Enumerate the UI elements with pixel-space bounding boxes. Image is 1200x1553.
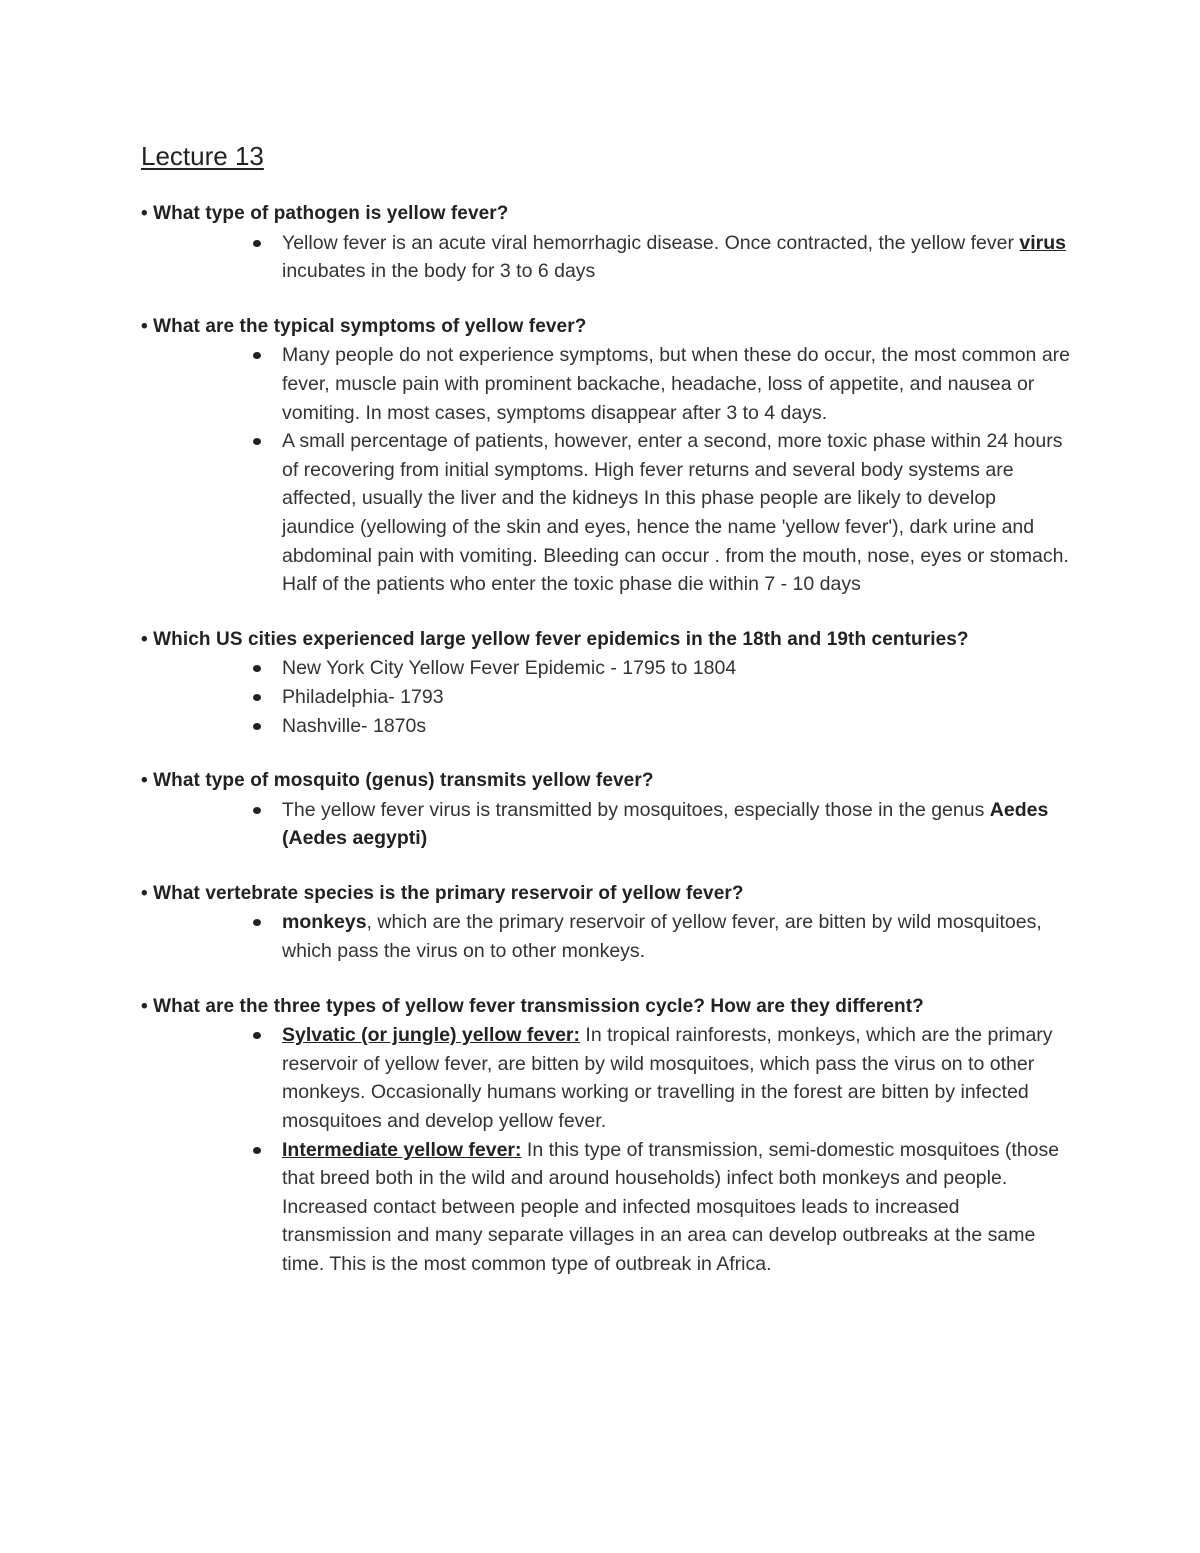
answer-list <box>141 796 1071 853</box>
answer-text: Many people do not experience symptoms, but when these do occur, the most common are fever, muscle pain with prominent backache, headache, loss of appetite, and nausea or vomiting. In most cases, symptoms disappear after 3 to 4 days. <box>282 344 1071 424</box>
bullet-icon <box>253 352 261 359</box>
answer-text: , which are the primary reservoir of yellow fever, are bitten by wild mosquitoes, which pass the virus on to other monkeys. <box>282 911 1042 963</box>
answer-emphasis: Aedes (Aedes aegypti) <box>282 798 1049 850</box>
answer-emphasis: Intermediate yellow fever: <box>282 1138 522 1161</box>
answer-emphasis: monkeys <box>282 911 367 934</box>
section-transmission-cycles <box>141 993 1071 1279</box>
bullet-icon <box>253 240 261 247</box>
answer-list <box>141 908 1071 965</box>
answer-text: Yellow fever is an acute viral hemorrhagic disease. Once contracted, the yellow fever <box>282 231 1020 254</box>
question-mosquito-genus: • What type of mosquito (genus) transmits yellow fever? <box>141 770 654 792</box>
bullet-icon <box>253 438 261 445</box>
section-symptoms <box>141 313 1071 599</box>
answer-text: In tropical rainforests, monkeys, which are the primary reservoir of yellow fever, are bitten by wild mosquitoes, which pass the virus on to other monkeys. Occasionally humans working or travelling in the forest are bitten by infected mosquitoes and develop yellow fever. <box>282 1024 1053 1133</box>
answer-item <box>282 341 1071 427</box>
answer-text: A small percentage of patients, however, enter a second, more toxic phase within 24 hours of recovering from initial symptoms. High fever returns and several body systems are affected, usually the liver and the kidneys In this phase people are likely to develop jaundice (yellowing of the skin and eyes, hence the name 'yellow fever'), dark urine and abdominal pain with vomiting. Bleeding can occur . from the mouth, nose, eyes or stomach. Half of the patients who enter the toxic phase die within 7 - 10 days <box>282 430 1069 596</box>
bullet-icon <box>253 694 261 701</box>
bullet-icon <box>253 919 261 926</box>
bullet-icon <box>253 1147 261 1154</box>
answer-text: Nashville- 1870s <box>282 714 427 737</box>
answer-emphasis: Sylvatic (or jungle) yellow fever: <box>282 1024 581 1047</box>
bullet-icon <box>253 807 261 814</box>
answer-item <box>282 654 1071 683</box>
answer-text: incubates in the body for 3 to 6 days <box>282 260 596 283</box>
answer-list <box>141 341 1071 598</box>
answer-list <box>141 654 1071 740</box>
question-pathogen-type: • What type of pathogen is yellow fever? <box>141 203 509 224</box>
section-reservoir <box>141 880 1071 966</box>
bullet-icon <box>253 665 261 672</box>
document-page <box>141 138 1071 1306</box>
answer-text: The yellow fever virus is transmitted by mosquitoes, especially those in the genus <box>282 798 990 821</box>
answer-list <box>141 1021 1071 1278</box>
bullet-icon <box>253 1032 261 1039</box>
question-reservoir: • What vertebrate species is the primary reservoir of yellow fever? <box>141 882 744 904</box>
answer-item <box>282 712 1071 741</box>
question-transmission-cycles: • What are the three types of yellow fever transmission cycle? How are they different? <box>141 995 924 1017</box>
answer-item <box>282 1021 1071 1135</box>
answer-item <box>282 427 1071 599</box>
section-us-epidemics <box>141 626 1071 740</box>
lecture-title: Lecture 13 <box>141 141 264 171</box>
answer-list <box>141 229 1071 286</box>
answer-item <box>282 683 1071 712</box>
answer-text: In this type of transmission, semi-domestic mosquitoes (those that breed both in the wild and around households) infect both monkeys and people. Increased contact between people and infected mosquitoes leads to increased transmission and many separate villages in an area can develop outbreaks at the same time. This is the most common type of outbreak in Africa. <box>282 1138 1060 1275</box>
question-symptoms: • What are the typical symptoms of yellow fever? <box>141 315 587 337</box>
section-pathogen-type <box>141 200 1071 286</box>
answer-text: Philadelphia- 1793 <box>282 685 444 708</box>
answer-item <box>282 796 1071 853</box>
section-mosquito-genus <box>141 767 1071 853</box>
answer-text: New York City Yellow Fever Epidemic - 1795 to 1804 <box>282 657 737 680</box>
answer-emphasis: virus <box>1019 231 1067 254</box>
question-us-epidemics: • Which US cities experienced large yellow fever epidemics in the 18th and 19th centuries? <box>141 628 969 650</box>
answer-item <box>282 229 1071 286</box>
answer-item <box>282 908 1071 965</box>
answer-item <box>282 1136 1071 1279</box>
bullet-icon <box>253 723 261 730</box>
